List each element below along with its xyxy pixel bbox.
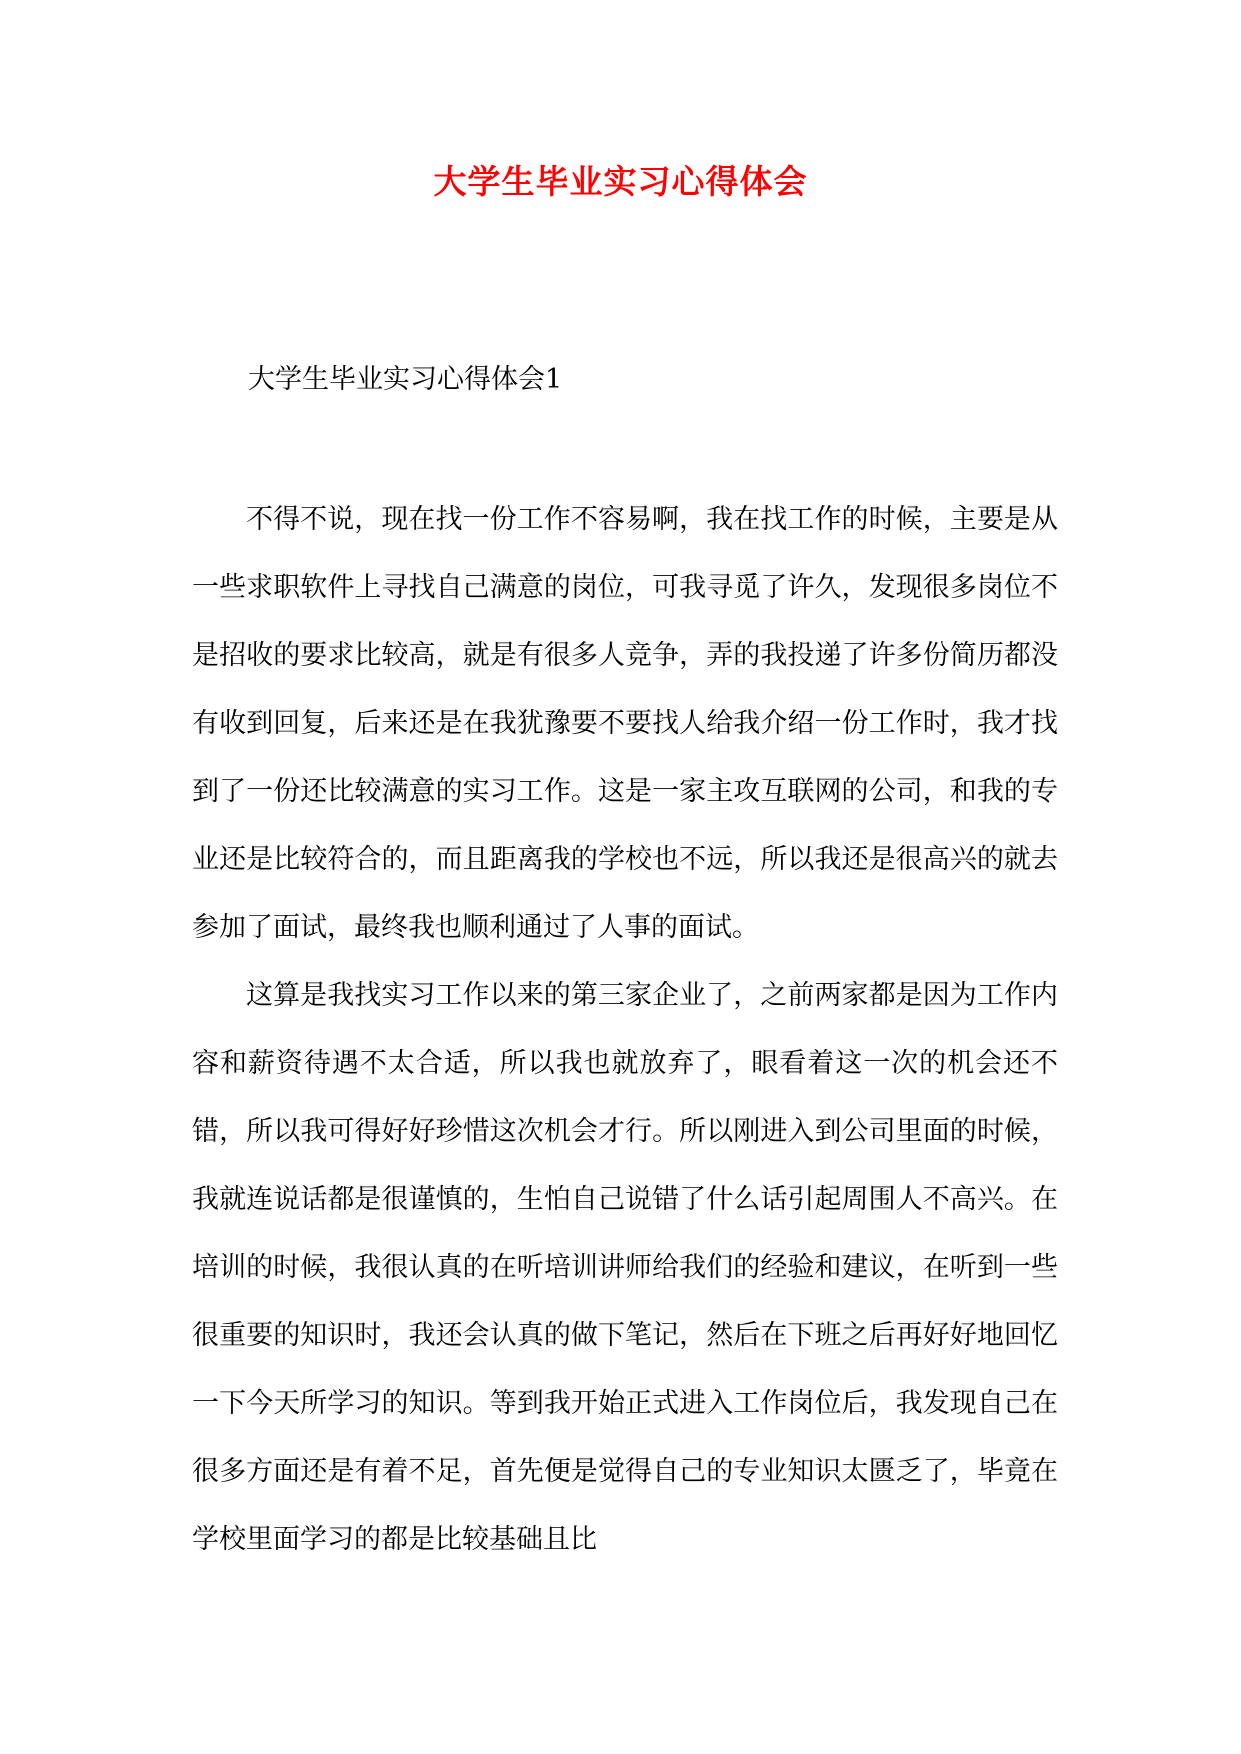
document-body [192, 486, 1058, 1574]
document-title: 大学生毕业实习心得体会 [433, 162, 808, 201]
paragraph: 这算是我找实习工作以来的第三家企业了，之前两家都是因为工作内容和薪资待遇不太合适，所以我也就放弃了，眼看着这一次的机会还不错，所以我可得好好珍惜这次机会才行。所以刚进入到公司里面的时候，我就连说话都是很谨慎的，生怕自己说错了什么话引起周围人不高兴。在培训的时候，我很认真的在听培训讲师给我们的经验和建议，在听到一些很重要的知识时，我还会认真的做下笔记，然后在下班之后再好好地回忆一下今天所学习的知识。等到我开始正式进入工作岗位后，我发现自己在很多方面还是有着不足，首先便是觉得自己的专业知识太匮乏了，毕竟在学校里面学习的都是比较基础且比 [192, 980, 1058, 1555]
paragraph: 不得不说，现在找一份工作不容易啊，我在找工作的时候，主要是从一些求职软件上寻找自己满意的岗位，可我寻觅了许久，发现很多岗位不是招收的要求比较高，就是有很多人竞争，弄的我投递了许多份简历都没有收到回复，后来还是在我犹豫要不要找人给我介绍一份工作时，我才找到了一份还比较满意的实习工作。这是一家主攻互联网的公司，和我的专业还是比较符合的，而且距离我的学校也不远，所以我还是很高兴的就去参加了面试，最终我也顺利通过了人事的面试。 [192, 504, 1058, 943]
section-heading: 大学生毕业实习心得体会1 [248, 364, 563, 395]
